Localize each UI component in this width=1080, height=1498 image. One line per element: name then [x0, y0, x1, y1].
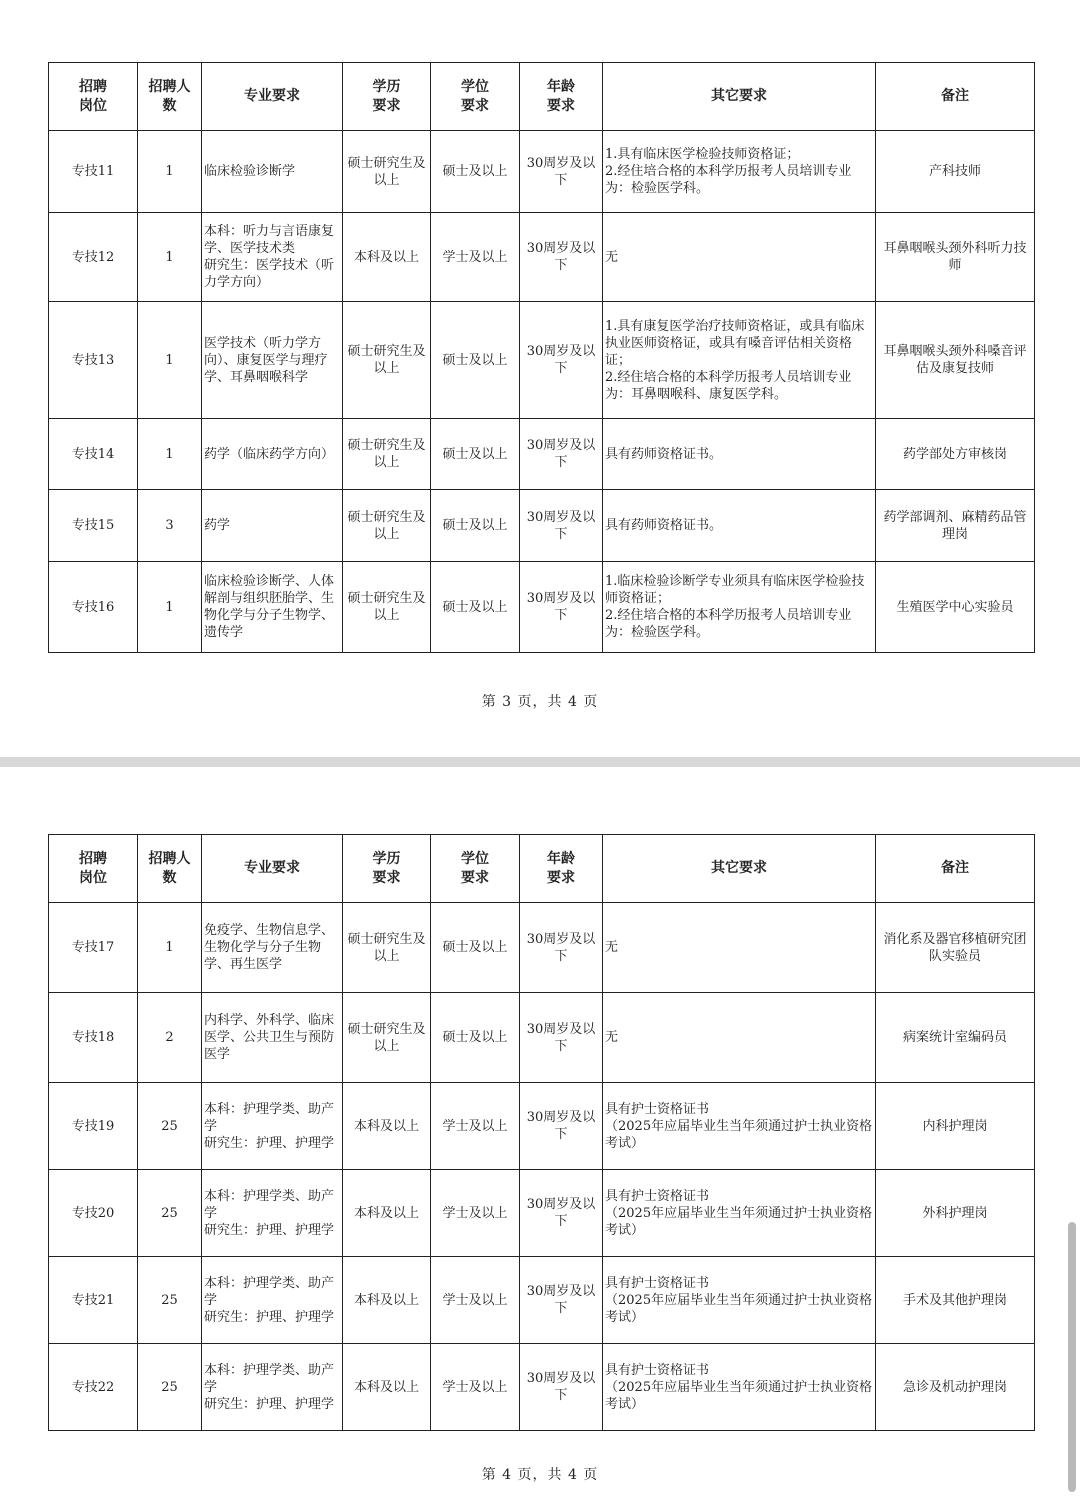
table-row	[49, 302, 1035, 419]
age-cell: 30周岁及以下	[520, 302, 603, 419]
header-count: 招聘人 数	[138, 63, 202, 131]
table-row	[49, 1344, 1035, 1431]
major-cell: 本科：护理学类、助产学 研究生：护理、护理学	[202, 1344, 343, 1431]
table-row	[49, 993, 1035, 1083]
degree-cell: 学士及以上	[431, 1344, 520, 1431]
vertical-scrollbar[interactable]	[1068, 1222, 1076, 1492]
header-major: 专业要求	[202, 63, 343, 131]
note-cell: 手术及其他护理岗	[876, 1257, 1035, 1344]
education-cell: 硕士研究生及以上	[343, 903, 431, 993]
other-requirements-cell: 无	[603, 213, 876, 302]
table-header	[49, 63, 1035, 131]
header-education: 学历 要求	[343, 835, 431, 903]
page-footer: 第 4 页，共 4 页	[481, 1467, 599, 1483]
post-cell: 专技17	[49, 903, 138, 993]
table-header	[49, 835, 1035, 903]
major-cell: 本科：护理学类、助产学 研究生：护理、护理学	[202, 1083, 343, 1170]
page-separator	[0, 757, 1080, 767]
note-cell: 耳鼻咽喉头颈外科嗓音评估及康复技师	[876, 302, 1035, 419]
major-cell: 本科：护理学类、助产学 研究生：护理、护理学	[202, 1170, 343, 1257]
age-cell: 30周岁及以下	[520, 1344, 603, 1431]
header-degree: 学位 要求	[431, 835, 520, 903]
age-cell: 30周岁及以下	[520, 131, 603, 213]
other-requirements-cell: 1.具有临床医学检验技师资格证； 2.经住培合格的本科学历报考人员培训专业为：检验医学科。	[603, 131, 876, 213]
education-cell: 本科及以上	[343, 1170, 431, 1257]
age-cell: 30周岁及以下	[520, 1257, 603, 1344]
age-cell: 30周岁及以下	[520, 490, 603, 562]
major-cell: 药学	[202, 490, 343, 562]
major-cell: 内科学、外科学、临床医学、公共卫生与预防医学	[202, 993, 343, 1083]
major-cell: 临床检验诊断学	[202, 131, 343, 213]
header-age: 年龄 要求	[520, 835, 603, 903]
other-requirements-cell: 具有护士资格证书 （2025年应届毕业生当年须通过护士执业资格考试）	[603, 1083, 876, 1170]
post-cell: 专技12	[49, 213, 138, 302]
major-cell: 临床检验诊断学、人体解剖与组织胚胎学、生物化学与分子生物学、遗传学	[202, 562, 343, 653]
education-cell: 硕士研究生及以上	[343, 302, 431, 419]
education-cell: 本科及以上	[343, 1257, 431, 1344]
table-row	[49, 131, 1035, 213]
count-cell: 25	[138, 1083, 202, 1170]
header-other: 其它要求	[603, 835, 876, 903]
note-cell: 消化系及器官移植研究团队实验员	[876, 903, 1035, 993]
header-post: 招聘 岗位	[49, 63, 138, 131]
note-cell: 内科护理岗	[876, 1083, 1035, 1170]
count-cell: 3	[138, 490, 202, 562]
degree-cell: 硕士及以上	[431, 490, 520, 562]
major-cell: 医学技术（听力学方向）、康复医学与理疗学、耳鼻咽喉科学	[202, 302, 343, 419]
degree-cell: 学士及以上	[431, 213, 520, 302]
degree-cell: 硕士及以上	[431, 131, 520, 213]
count-cell: 2	[138, 993, 202, 1083]
other-requirements-cell: 具有护士资格证书 （2025年应届毕业生当年须通过护士执业资格考试）	[603, 1257, 876, 1344]
note-cell: 药学部调剂、麻精药品管理岗	[876, 490, 1035, 562]
post-cell: 专技15	[49, 490, 138, 562]
count-cell: 1	[138, 903, 202, 993]
recruitment-table-page-4	[48, 834, 1035, 1431]
header-education: 学历 要求	[343, 63, 431, 131]
other-requirements-cell: 具有护士资格证书 （2025年应届毕业生当年须通过护士执业资格考试）	[603, 1344, 876, 1431]
major-cell: 本科：护理学类、助产学 研究生：护理、护理学	[202, 1257, 343, 1344]
header-count: 招聘人 数	[138, 835, 202, 903]
post-cell: 专技20	[49, 1170, 138, 1257]
count-cell: 25	[138, 1257, 202, 1344]
age-cell: 30周岁及以下	[520, 1083, 603, 1170]
page-footer: 第 3 页，共 4 页	[481, 694, 599, 710]
header-major: 专业要求	[202, 835, 343, 903]
note-cell: 外科护理岗	[876, 1170, 1035, 1257]
other-requirements-cell: 具有药师资格证书。	[603, 419, 876, 490]
note-cell: 耳鼻咽喉头颈外科听力技师	[876, 213, 1035, 302]
table-row	[49, 903, 1035, 993]
note-cell: 急诊及机动护理岗	[876, 1344, 1035, 1431]
header-age: 年龄 要求	[520, 63, 603, 131]
age-cell: 30周岁及以下	[520, 1170, 603, 1257]
note-cell: 病案统计室编码员	[876, 993, 1035, 1083]
major-cell: 本科：听力与言语康复学、医学技术类 研究生：医学技术（听力学方向）	[202, 213, 343, 302]
degree-cell: 硕士及以上	[431, 993, 520, 1083]
education-cell: 硕士研究生及以上	[343, 419, 431, 490]
header-other: 其它要求	[603, 63, 876, 131]
major-cell: 免疫学、生物信息学、生物化学与分子生物学、再生医学	[202, 903, 343, 993]
count-cell: 1	[138, 131, 202, 213]
other-requirements-cell: 具有护士资格证书 （2025年应届毕业生当年须通过护士执业资格考试）	[603, 1170, 876, 1257]
note-cell: 生殖医学中心实验员	[876, 562, 1035, 653]
header-post: 招聘 岗位	[49, 835, 138, 903]
major-cell: 药学（临床药学方向）	[202, 419, 343, 490]
other-requirements-cell: 具有药师资格证书。	[603, 490, 876, 562]
table-row	[49, 1170, 1035, 1257]
post-cell: 专技13	[49, 302, 138, 419]
age-cell: 30周岁及以下	[520, 903, 603, 993]
count-cell: 1	[138, 562, 202, 653]
header-note: 备注	[876, 63, 1035, 131]
post-cell: 专技11	[49, 131, 138, 213]
age-cell: 30周岁及以下	[520, 213, 603, 302]
degree-cell: 硕士及以上	[431, 302, 520, 419]
education-cell: 本科及以上	[343, 1083, 431, 1170]
other-requirements-cell: 1.临床检验诊断学专业须具有临床医学检验技师资格证； 2.经住培合格的本科学历报考人员培训专业为：检验医学科。	[603, 562, 876, 653]
education-cell: 硕士研究生及以上	[343, 562, 431, 653]
post-cell: 专技19	[49, 1083, 138, 1170]
count-cell: 1	[138, 419, 202, 490]
table-row	[49, 562, 1035, 653]
post-cell: 专技16	[49, 562, 138, 653]
header-note: 备注	[876, 835, 1035, 903]
age-cell: 30周岁及以下	[520, 993, 603, 1083]
other-requirements-cell: 1.具有康复医学治疗技师资格证，或具有临床执业医师资格证，或具有嗓音评估相关资格证； 2.经住培合格的本科学历报考人员培训专业为：耳鼻咽喉科、康复医学科。	[603, 302, 876, 419]
table-row	[49, 419, 1035, 490]
degree-cell: 硕士及以上	[431, 419, 520, 490]
count-cell: 1	[138, 302, 202, 419]
degree-cell: 学士及以上	[431, 1170, 520, 1257]
note-cell: 产科技师	[876, 131, 1035, 213]
education-cell: 硕士研究生及以上	[343, 490, 431, 562]
degree-cell: 学士及以上	[431, 1257, 520, 1344]
table-row	[49, 1083, 1035, 1170]
age-cell: 30周岁及以下	[520, 419, 603, 490]
degree-cell: 硕士及以上	[431, 562, 520, 653]
table-row	[49, 490, 1035, 562]
table-row	[49, 1257, 1035, 1344]
count-cell: 1	[138, 213, 202, 302]
other-requirements-cell: 无	[603, 903, 876, 993]
post-cell: 专技21	[49, 1257, 138, 1344]
count-cell: 25	[138, 1170, 202, 1257]
header-degree: 学位 要求	[431, 63, 520, 131]
education-cell: 硕士研究生及以上	[343, 131, 431, 213]
post-cell: 专技18	[49, 993, 138, 1083]
count-cell: 25	[138, 1344, 202, 1431]
recruitment-table-page-3	[48, 62, 1035, 653]
table-row	[49, 213, 1035, 302]
education-cell: 本科及以上	[343, 1344, 431, 1431]
document-page-4	[0, 767, 1080, 1498]
note-cell: 药学部处方审核岗	[876, 419, 1035, 490]
post-cell: 专技22	[49, 1344, 138, 1431]
degree-cell: 硕士及以上	[431, 903, 520, 993]
other-requirements-cell: 无	[603, 993, 876, 1083]
degree-cell: 学士及以上	[431, 1083, 520, 1170]
education-cell: 本科及以上	[343, 213, 431, 302]
education-cell: 硕士研究生及以上	[343, 993, 431, 1083]
age-cell: 30周岁及以下	[520, 562, 603, 653]
post-cell: 专技14	[49, 419, 138, 490]
